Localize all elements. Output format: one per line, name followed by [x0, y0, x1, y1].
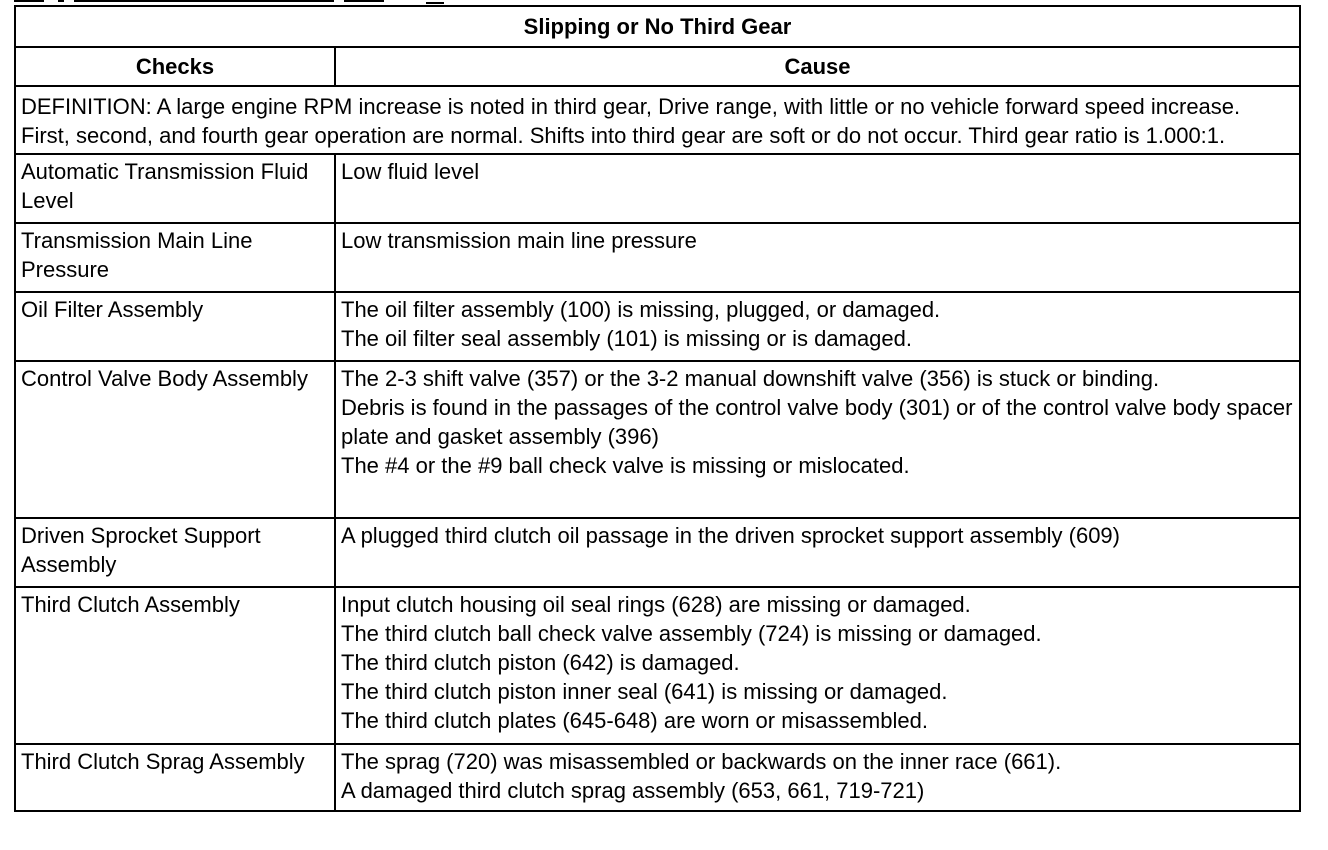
table-row [15, 587, 1300, 744]
table-row [15, 361, 1300, 518]
definition-text: DEFINITION: A large engine RPM increase is noted in third gear, Drive range, with little or no vehicle forward speed increase. First, second, and fourth gear operation are normal. Shifts into third gear are soft or do not occur. Third gear ratio is 1.000:1. [15, 86, 1300, 154]
cause-line: The #4 or the #9 ball check valve is missing or mislocated. [341, 453, 910, 478]
artifact-segment [14, 0, 44, 2]
artifact-segment [426, 2, 444, 4]
table-row [15, 154, 1300, 223]
cause-line: The third clutch plates (645-648) are worn or misassembled. [341, 708, 928, 733]
cause-line: Input clutch housing oil seal rings (628) are missing or damaged. [341, 592, 971, 617]
check-cell: Transmission Main Line Pressure [15, 223, 335, 292]
cause-line: The third clutch ball check valve assembly (724) is missing or damaged. [341, 621, 1042, 646]
cause-cell [335, 361, 1300, 518]
cause-line: The sprag (720) was misassembled or backwards on the inner race (661). [341, 749, 1062, 774]
cause-cell [335, 154, 1300, 223]
artifact-segment [344, 0, 384, 2]
cause-line: Low fluid level [341, 159, 480, 184]
cause-cell [335, 518, 1300, 587]
checks-header: Checks [15, 47, 335, 86]
diagnostic-table [14, 5, 1301, 812]
title-row [15, 6, 1300, 47]
cause-line: The oil filter assembly (100) is missing, plugged, or damaged. [341, 297, 941, 322]
cause-line: The third clutch piston (642) is damaged. [341, 650, 740, 675]
check-cell: Third Clutch Sprag Assembly [15, 744, 335, 811]
check-cell: Oil Filter Assembly [15, 292, 335, 361]
cause-line: The 2-3 shift valve (357) or the 3-2 manual downshift valve (356) is stuck or binding. [341, 366, 1160, 391]
cause-cell [335, 223, 1300, 292]
table-row [15, 223, 1300, 292]
check-cell: Automatic Transmission Fluid Level [15, 154, 335, 223]
cause-header: Cause [335, 47, 1300, 86]
cause-line: Low transmission main line pressure [341, 228, 697, 253]
definition-row [15, 86, 1300, 154]
cause-cell [335, 292, 1300, 361]
table-row [15, 518, 1300, 587]
cause-line: A plugged third clutch oil passage in the driven sprocket support assembly (609) [341, 523, 1120, 548]
artifact-segment [74, 0, 334, 2]
cause-cell [335, 587, 1300, 744]
cause-cell [335, 744, 1300, 811]
table-title: Slipping or No Third Gear [15, 6, 1300, 47]
check-cell: Driven Sprocket Support Assembly [15, 518, 335, 587]
artifact-segment [58, 0, 64, 2]
check-cell: Third Clutch Assembly [15, 587, 335, 744]
check-cell: Control Valve Body Assembly [15, 361, 335, 518]
table-row [15, 744, 1300, 811]
cause-line: The third clutch piston inner seal (641) is missing or damaged. [341, 679, 948, 704]
header-row [15, 47, 1300, 86]
cause-line: The oil filter seal assembly (101) is missing or is damaged. [341, 326, 913, 351]
table-row [15, 292, 1300, 361]
cause-line: A damaged third clutch sprag assembly (653, 661, 719-721) [341, 778, 925, 803]
cause-line: Debris is found in the passages of the control valve body (301) or of the control valve body spacer plate and gasket assembly (396) [341, 395, 1293, 449]
